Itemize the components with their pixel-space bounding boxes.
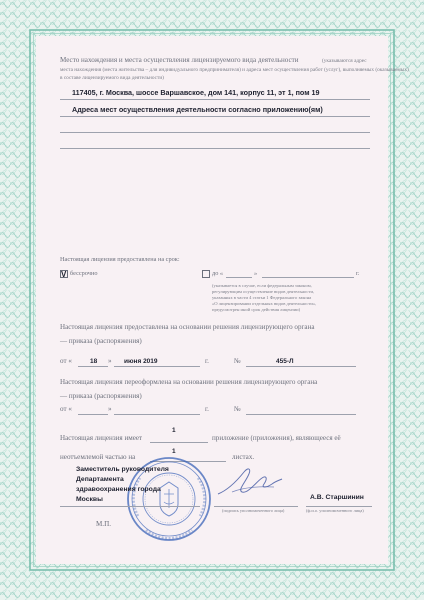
reissue-month-line [114,414,200,415]
basis-day: 18 [90,358,98,365]
term-note-2: регулирующим осуществление видов деятельности, [212,289,315,294]
term-note-1: (указывается в случае, если федеральным законом, [212,283,312,288]
unlimited-label: бессрочно [70,270,98,277]
basis-line2: — приказа (распоряжения) [60,337,142,345]
handwritten-signature [214,462,284,502]
address-value: 117405, г. Москва, шоссе Варшавское, дом 141, корпус 11, эт 1, пом 19 [72,88,320,97]
signer-position-4: Москвы [76,496,103,503]
basis-line1: Настоящая лицензия предоставлена на основании решения лицензирующего органа [60,323,315,331]
signer-position-3: здравоохранения города [76,486,161,493]
address-underline-2 [60,116,370,117]
basis-date-mid: » [108,357,112,365]
annex-count-line [150,442,208,443]
reissue-line1: Настоящая лицензия переоформлена на основании решения лицензирующего органа [60,378,318,386]
reissue-number-sign: № [234,405,241,413]
basis-number: 455-Л [276,358,294,365]
until-day-line [226,277,252,278]
term-note-5: предусмотрен иной срок действия лицензии) [212,307,301,312]
until-month-line [262,277,354,278]
reissue-date-mid: » [108,405,112,413]
address-intro-line1: Место нахождения и места осуществления лицензируемого вида деятельности [60,56,299,64]
address-underline-4 [60,148,370,149]
address-intro-note: (указываются адрес [322,57,367,64]
basis-day-line [78,366,108,367]
until-prefix: до « [212,270,224,277]
basis-number-sign: № [234,357,241,365]
until-mid: » [254,270,258,277]
reissue-line2: — приказа (распоряжения) [60,392,142,400]
signer-position-1: Заместитель руководителя [76,466,169,473]
basis-month-line [114,366,200,367]
term-note-3: указанных в части 4 статьи 1 Федерального закона [212,295,312,300]
stamp-place-label: М.П. [96,520,111,528]
signer-position-2: Департамента [76,476,124,483]
signer-name: А.В. Старшинин [310,494,364,501]
until-checkbox [202,270,210,278]
signer-name-note: (ф.и.о. уполномоченного лица) [306,508,364,513]
reissue-number-line [246,414,356,415]
annex-sheets: 1 [172,448,176,455]
signature-note: (подпись уполномоченного лица) [222,508,285,513]
address-underline [60,99,370,100]
address-underline-3 [60,132,370,133]
unlimited-check-mark: V [61,270,67,279]
annex-line-suffix: приложение (приложения), являющееся её [212,434,341,442]
annex-count: 1 [172,427,176,434]
basis-number-line [246,366,356,367]
annex-line2-suffix: листах. [232,453,255,461]
basis-year-suffix: г. [205,357,209,365]
address-intro-line3: в составе лицензируемого вида деятельности) [60,75,164,81]
term-label: Настоящая лицензия предоставлена на срок: [60,256,180,263]
until-suffix: г. [356,270,360,277]
reissue-date-prefix: от « [60,405,72,413]
term-note-4: «О лицензировании отдельных видов деятельности», [212,301,317,306]
address-intro-line2: места нахождения (места жительства – для индивидуального предпринимателя) и адреса мест осуществления работ (услуг), выполняемых (оказываемых) [60,67,409,73]
basis-month-year: июня 2019 [124,358,158,365]
signer-position-line [60,506,200,507]
signer-name-line [306,506,372,507]
reissue-day-line [78,414,108,415]
address-annex-note: Адреса мест осуществления деятельности согласно приложению(ям) [72,105,323,114]
reissue-year-suffix: г. [205,405,209,413]
signature-line [214,506,298,507]
annex-line-prefix: Настоящая лицензия имеет [60,434,143,442]
basis-date-prefix: от « [60,357,72,365]
annex-line2-prefix: неотъемлемой частью на [60,453,136,461]
